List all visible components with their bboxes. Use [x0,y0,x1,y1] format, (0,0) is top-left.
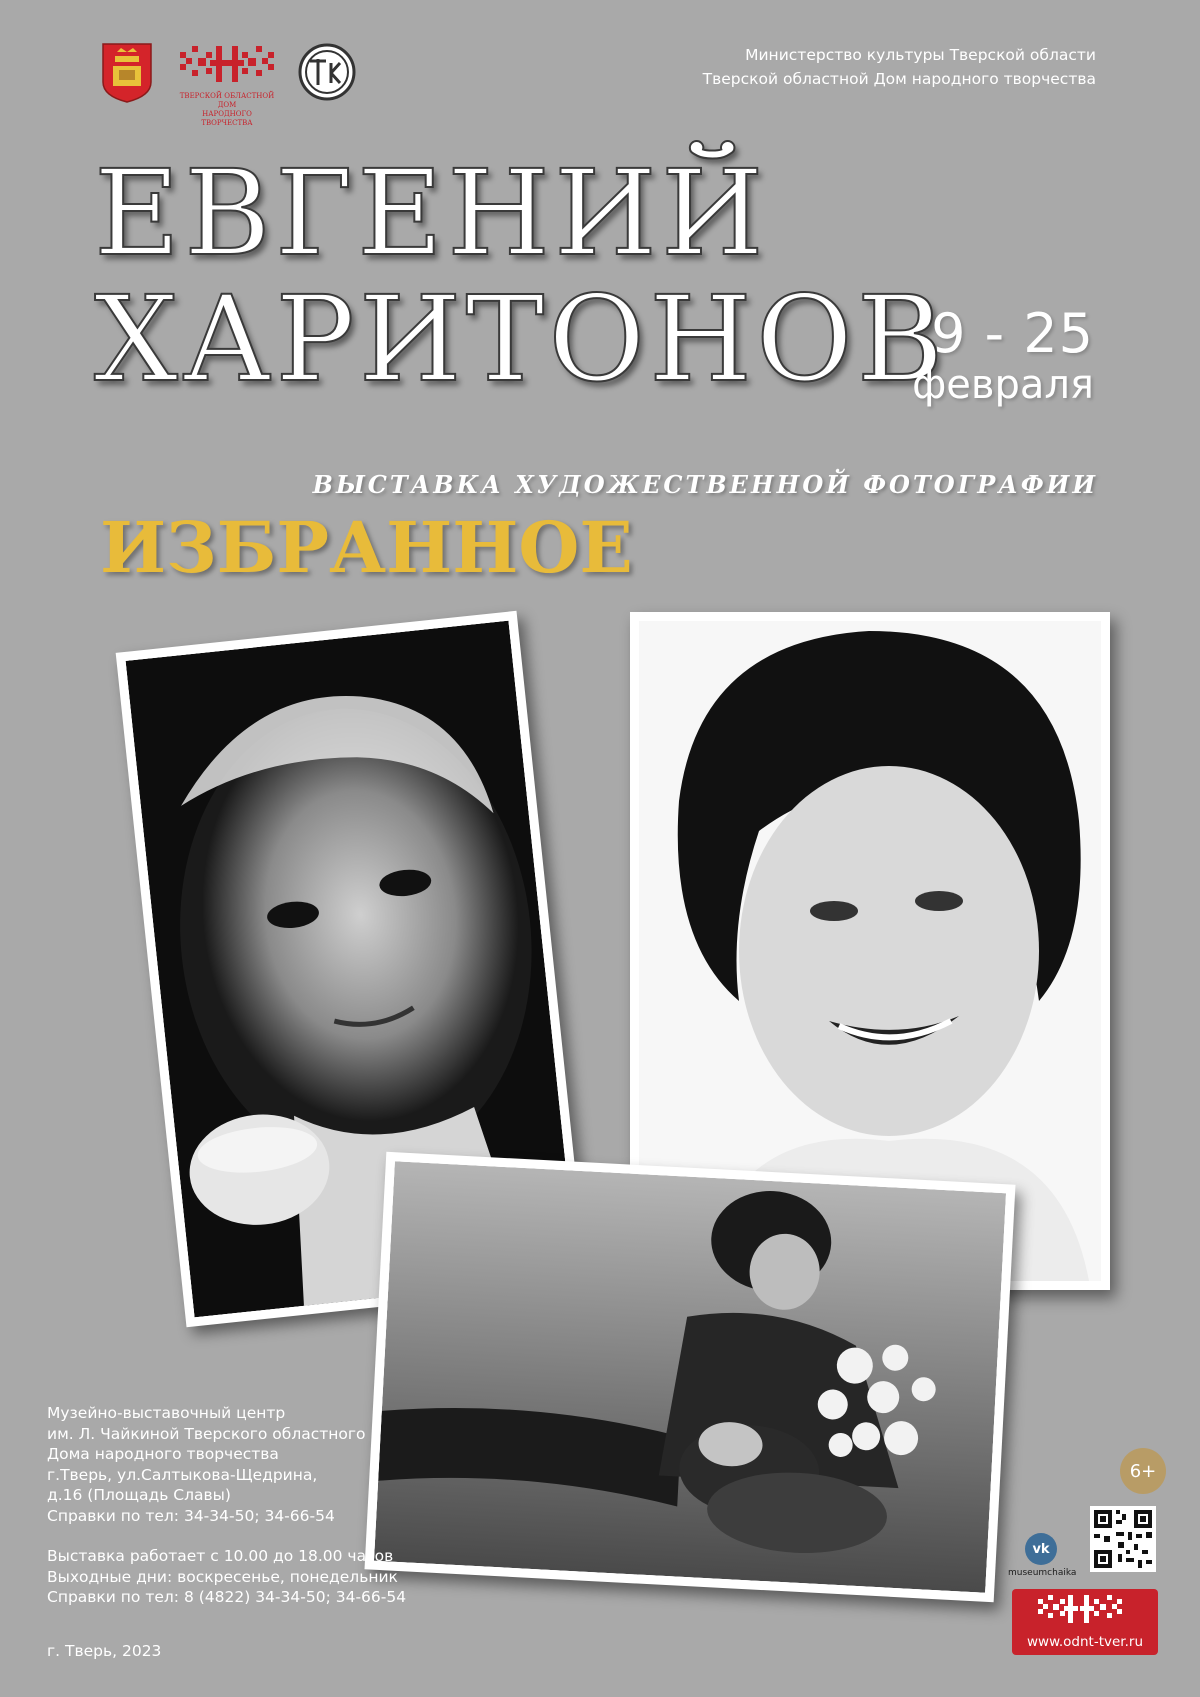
exhibition-dates [912,302,1094,408]
venue-line: им. Л. Чайкиной Тверского областного [47,1424,366,1443]
ministry-line: Министерство культуры Тверской области [745,46,1096,64]
city-year: г. Тверь, 2023 [47,1642,162,1660]
artist-name [94,144,948,408]
qr-code-icon[interactable] [1090,1506,1156,1572]
hours-line: Выходные дни: воскресенье, понедельник [47,1567,398,1586]
date-month: февраля [912,362,1094,408]
ornament-logo-icon [1012,1589,1158,1633]
vk-icon: vk [1025,1533,1057,1565]
venue-line: д.16 (Площадь Славы) [47,1486,231,1504]
venue-info [47,1403,366,1526]
date-range: 9 - 25 [931,302,1094,365]
venue-line: Справки по тел: 34-34-50; 34-66-54 [47,1506,335,1525]
ornament-logo-caption: ТВЕРСКОЙ ОБЛАСТНОЙ ДОМ НАРОДНОГО ТВОРЧЕСТВА [179,92,275,127]
coat-of-arms-icon [101,42,153,104]
hours-line: Справки по тел: 8 (4822) 34-34-50; 34-66-54 [47,1588,407,1606]
website-card[interactable] [1012,1589,1158,1655]
artist-first-name: ЕВГЕНИЙ [94,144,768,282]
ornament-logo-icon [176,42,278,127]
artist-last-name: ХАРИТОНОВ [94,270,948,408]
website-url[interactable]: www.odnt-tver.ru [1026,1634,1144,1650]
exhibition-title: ИЗБРАННОЕ [100,506,633,589]
round-emblem-icon [298,43,356,105]
age-rating-badge: 6+ [1120,1448,1166,1494]
photo-women-meadow [364,1152,1015,1602]
venue-line: Дома народного творчества [47,1445,279,1463]
vk-link[interactable] [1008,1533,1077,1578]
vk-handle: museumchaika [1008,1568,1077,1578]
venue-line: Музейно-выставочный центр [47,1404,286,1422]
opening-hours [47,1546,406,1608]
organization-line: Тверской областной Дом народного творчества [702,70,1096,88]
exhibition-subtitle: ВЫСТАВКА ХУДОЖЕСТВЕННОЙ ФОТОГРАФИИ [312,470,1098,499]
venue-line: г.Тверь, ул.Салтыкова-Щедрина, [47,1465,318,1484]
hours-line: Выставка работает с 10.00 до 18.00 часов [47,1547,394,1565]
organizer-block [703,43,1096,91]
